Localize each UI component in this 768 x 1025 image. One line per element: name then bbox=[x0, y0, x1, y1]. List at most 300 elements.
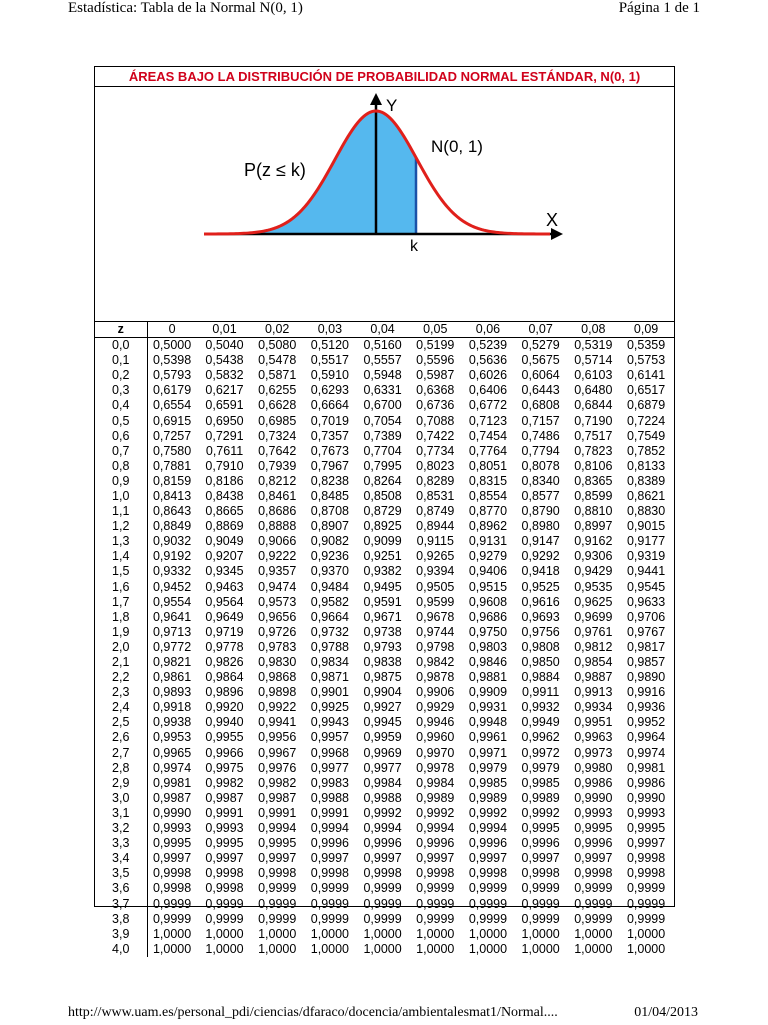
probability-cell: 1,0000 bbox=[416, 926, 455, 941]
table-body bbox=[95, 338, 674, 957]
probability-cell: 0,7642 bbox=[258, 443, 297, 458]
probability-cell: 0,9441 bbox=[626, 564, 666, 579]
probability-cell: 0,9706 bbox=[626, 609, 666, 624]
table-row bbox=[95, 866, 674, 881]
probability-cell: 0,9332 bbox=[152, 564, 192, 579]
probability-cell: 0,9998 bbox=[626, 851, 666, 866]
probability-cell: 0,9032 bbox=[152, 534, 192, 549]
probability-cell: 1,0000 bbox=[152, 941, 192, 956]
table-row bbox=[95, 504, 674, 519]
probability-cell: 0,9997 bbox=[152, 851, 192, 866]
page-header bbox=[68, 0, 700, 20]
probability-cell: 0,9999 bbox=[363, 881, 402, 896]
probability-cell: 0,9678 bbox=[416, 609, 455, 624]
probability-cell: 0,9545 bbox=[626, 579, 666, 594]
z-value-cell: 0,9 bbox=[95, 474, 147, 489]
probability-cell: 1,0000 bbox=[310, 926, 350, 941]
probability-cell: 0,9429 bbox=[574, 564, 613, 579]
probability-cell: 0,9713 bbox=[152, 624, 192, 639]
probability-cell: 0,9929 bbox=[416, 700, 455, 715]
z-value-cell: 2,7 bbox=[95, 746, 147, 761]
probability-cell: 0,7357 bbox=[310, 428, 350, 443]
probability-cell: 0,9999 bbox=[310, 911, 350, 926]
z-value-cell: 1,2 bbox=[95, 519, 147, 534]
column-header: 0,07 bbox=[516, 322, 569, 338]
probability-cell: 0,9265 bbox=[416, 549, 455, 564]
probability-cell: 0,9913 bbox=[574, 685, 613, 700]
probability-cell: 0,9719 bbox=[205, 624, 244, 639]
probability-cell: 0,9744 bbox=[416, 624, 455, 639]
table-row bbox=[95, 685, 674, 700]
probability-cell: 0,6255 bbox=[258, 383, 297, 398]
probability-cell: 0,9992 bbox=[521, 805, 560, 820]
probability-cell: 0,9846 bbox=[468, 655, 508, 670]
probability-cell: 0,6879 bbox=[626, 398, 666, 413]
probability-cell: 0,9995 bbox=[205, 836, 244, 851]
z-value-cell: 2,3 bbox=[95, 685, 147, 700]
probability-cell: 0,9838 bbox=[363, 655, 402, 670]
probability-cell: 0,9946 bbox=[416, 715, 455, 730]
probability-cell: 0,9998 bbox=[205, 866, 244, 881]
probability-cell: 0,9686 bbox=[468, 609, 508, 624]
probability-cell: 0,9821 bbox=[152, 655, 192, 670]
probability-cell: 0,9484 bbox=[310, 579, 350, 594]
probability-cell: 0,8810 bbox=[574, 504, 613, 519]
probability-cell: 0,7019 bbox=[310, 413, 350, 428]
z-value-cell: 0,5 bbox=[95, 413, 147, 428]
probability-cell: 0,9767 bbox=[626, 624, 666, 639]
probability-cell: 0,9535 bbox=[574, 579, 613, 594]
probability-cell: 0,9949 bbox=[521, 715, 560, 730]
probability-cell: 0,5753 bbox=[626, 353, 666, 368]
column-header: 0,01 bbox=[200, 322, 253, 338]
shaded-area bbox=[204, 111, 416, 234]
probability-cell: 0,9463 bbox=[205, 579, 244, 594]
probability-cell: 0,8413 bbox=[152, 488, 192, 503]
probability-cell: 0,9893 bbox=[152, 685, 192, 700]
probability-cell: 0,9756 bbox=[521, 624, 560, 639]
probability-cell: 0,9994 bbox=[468, 821, 508, 836]
probability-cell: 0,9987 bbox=[152, 790, 192, 805]
probability-cell: 0,9997 bbox=[574, 851, 613, 866]
probability-cell: 0,9904 bbox=[363, 685, 402, 700]
document-title: Estadística: Tabla de la Normal N(0, 1) bbox=[68, 0, 303, 16]
probability-cell: 0,9382 bbox=[363, 564, 402, 579]
probability-cell: 0,6700 bbox=[363, 398, 402, 413]
probability-cell: 0,9162 bbox=[574, 534, 613, 549]
curve-label: N(0, 1) bbox=[431, 137, 483, 156]
probability-cell: 0,6480 bbox=[574, 383, 613, 398]
probability-cell: 0,9999 bbox=[626, 911, 666, 926]
probability-cell: 1,0000 bbox=[363, 941, 402, 956]
probability-cell: 0,8289 bbox=[416, 473, 455, 488]
probability-cell: 0,9997 bbox=[205, 851, 244, 866]
probability-cell: 0,9981 bbox=[152, 775, 192, 790]
probability-cell: 0,7580 bbox=[152, 443, 192, 458]
probability-cell: 0,9975 bbox=[205, 760, 244, 775]
probability-cell: 0,9986 bbox=[626, 775, 666, 790]
probability-cell: 0,9996 bbox=[310, 836, 350, 851]
probability-cell: 0,5478 bbox=[258, 353, 297, 368]
probability-cell: 0,9996 bbox=[468, 836, 508, 851]
probability-cell: 1,0000 bbox=[521, 926, 560, 941]
probability-cell: 0,9938 bbox=[152, 715, 192, 730]
probability-cell: 0,8686 bbox=[258, 504, 297, 519]
z-value-cell: 3,5 bbox=[95, 866, 147, 881]
probability-cell: 0,9761 bbox=[574, 624, 613, 639]
probability-cell: 0,5000 bbox=[152, 338, 192, 353]
table-row bbox=[95, 655, 674, 670]
probability-cell: 0,9964 bbox=[626, 730, 666, 745]
page-indicator: Página 1 de 1 bbox=[618, 0, 700, 16]
probability-cell: 0,9997 bbox=[626, 836, 666, 851]
probability-cell: 0,9999 bbox=[205, 911, 244, 926]
z-value-cell: 0,1 bbox=[95, 353, 147, 368]
probability-cell: 0,9998 bbox=[310, 866, 350, 881]
probability-cell: 0,9953 bbox=[152, 730, 192, 745]
probability-cell: 0,9319 bbox=[626, 549, 666, 564]
probability-cell: 0,6217 bbox=[205, 383, 244, 398]
z-value-cell: 3,3 bbox=[95, 836, 147, 851]
probability-cell: 0,7704 bbox=[363, 443, 402, 458]
probability-cell: 0,9992 bbox=[363, 805, 402, 820]
probability-cell: 0,9960 bbox=[416, 730, 455, 745]
probability-cell: 0,8577 bbox=[521, 488, 560, 503]
probability-cell: 0,7852 bbox=[626, 443, 666, 458]
probability-cell: 0,8078 bbox=[521, 458, 560, 473]
table-row bbox=[95, 489, 674, 504]
probability-cell: 0,8365 bbox=[574, 473, 613, 488]
k-label: k bbox=[410, 238, 418, 255]
probability-cell: 0,9345 bbox=[205, 564, 244, 579]
probability-cell: 0,9936 bbox=[626, 700, 666, 715]
probability-cell: 0,9999 bbox=[205, 896, 244, 911]
probability-cell: 0,5279 bbox=[521, 338, 560, 353]
table-row bbox=[95, 429, 674, 444]
probability-cell: 0,8643 bbox=[152, 504, 192, 519]
probability-cell: 0,8997 bbox=[574, 519, 613, 534]
probability-cell: 0,9932 bbox=[521, 700, 560, 715]
probability-cell: 0,9925 bbox=[310, 700, 350, 715]
probability-cell: 0,9972 bbox=[521, 745, 560, 760]
probability-cell: 0,9830 bbox=[258, 655, 297, 670]
probability-cell: 0,5199 bbox=[416, 338, 455, 353]
probability-cell: 0,9993 bbox=[205, 821, 244, 836]
probability-cell: 0,9976 bbox=[258, 760, 297, 775]
table-row bbox=[95, 595, 674, 610]
column-header: 0,04 bbox=[358, 322, 411, 338]
table-row bbox=[95, 580, 674, 595]
probability-cell: 0,8159 bbox=[152, 473, 192, 488]
probability-cell: 0,7486 bbox=[521, 428, 560, 443]
probability-cell: 0,5871 bbox=[258, 368, 297, 383]
probability-cell: 0,9997 bbox=[521, 851, 560, 866]
probability-cell: 0,9999 bbox=[416, 896, 455, 911]
z-value-cell: 1,1 bbox=[95, 504, 147, 519]
probability-cell: 0,8665 bbox=[205, 504, 244, 519]
probability-cell: 0,8023 bbox=[416, 458, 455, 473]
table-row bbox=[95, 881, 674, 896]
table-row bbox=[95, 715, 674, 730]
probability-cell: 0,6844 bbox=[574, 398, 613, 413]
probability-cell: 0,6628 bbox=[258, 398, 297, 413]
probability-cell: 0,7611 bbox=[205, 443, 244, 458]
probability-cell: 0,8749 bbox=[416, 504, 455, 519]
probability-cell: 0,9996 bbox=[416, 836, 455, 851]
probability-cell: 0,6406 bbox=[468, 383, 508, 398]
probability-cell: 0,9961 bbox=[468, 730, 508, 745]
probability-cell: 0,7939 bbox=[258, 458, 297, 473]
probability-cell: 0,8461 bbox=[258, 488, 297, 503]
normal-curve-svg bbox=[95, 87, 674, 321]
table-row bbox=[95, 746, 674, 761]
probability-cell: 0,9934 bbox=[574, 700, 613, 715]
probability-cell: 0,7967 bbox=[310, 458, 350, 473]
probability-cell: 1,0000 bbox=[205, 941, 244, 956]
probability-cell: 0,9988 bbox=[310, 790, 350, 805]
probability-cell: 0,9887 bbox=[574, 670, 613, 685]
table-header-row bbox=[95, 322, 674, 338]
probability-cell: 0,7995 bbox=[363, 458, 402, 473]
probability-cell: 0,9641 bbox=[152, 609, 192, 624]
probability-cell: 0,5910 bbox=[310, 368, 350, 383]
probability-cell: 0,9999 bbox=[258, 881, 297, 896]
probability-cell: 0,9803 bbox=[468, 639, 508, 654]
probability-cell: 0,9999 bbox=[258, 896, 297, 911]
probability-cell: 0,9991 bbox=[310, 805, 350, 820]
probability-cell: 0,9015 bbox=[626, 519, 666, 534]
probability-cell: 0,9984 bbox=[363, 775, 402, 790]
probability-cell: 0,9279 bbox=[468, 549, 508, 564]
probability-cell: 0,9582 bbox=[310, 594, 350, 609]
probability-cell: 0,9878 bbox=[416, 670, 455, 685]
probability-cell: 0,9693 bbox=[521, 609, 560, 624]
z-value-cell: 2,9 bbox=[95, 776, 147, 791]
table-row bbox=[95, 640, 674, 655]
probability-cell: 0,9633 bbox=[626, 594, 666, 609]
probability-cell: 0,9881 bbox=[468, 670, 508, 685]
probability-cell: 0,9554 bbox=[152, 594, 192, 609]
z-value-cell: 3,4 bbox=[95, 851, 147, 866]
probability-cell: 0,9979 bbox=[468, 760, 508, 775]
probability-cell: 0,7157 bbox=[521, 413, 560, 428]
probability-cell: 0,9989 bbox=[468, 790, 508, 805]
probability-cell: 0,9940 bbox=[205, 715, 244, 730]
z-value-cell: 0,4 bbox=[95, 398, 147, 413]
z-value-cell: 3,7 bbox=[95, 896, 147, 911]
probability-cell: 0,9998 bbox=[468, 866, 508, 881]
probability-cell: 0,7389 bbox=[363, 428, 402, 443]
probability-cell: 0,9474 bbox=[258, 579, 297, 594]
probability-cell: 0,9370 bbox=[310, 564, 350, 579]
probability-cell: 0,5120 bbox=[310, 338, 350, 353]
probability-cell: 1,0000 bbox=[416, 941, 455, 956]
probability-cell: 0,9990 bbox=[626, 790, 666, 805]
probability-cell: 0,5438 bbox=[205, 353, 244, 368]
probability-cell: 0,9857 bbox=[626, 655, 666, 670]
probability-cell: 0,9788 bbox=[310, 639, 350, 654]
probability-cell: 0,9783 bbox=[258, 639, 297, 654]
probability-cell: 0,9808 bbox=[521, 639, 560, 654]
probability-cell: 0,7324 bbox=[258, 428, 297, 443]
probability-cell: 0,9394 bbox=[416, 564, 455, 579]
probability-cell: 0,9599 bbox=[416, 594, 455, 609]
probability-cell: 0,9941 bbox=[258, 715, 297, 730]
probability-cell: 0,9671 bbox=[363, 609, 402, 624]
probability-cell: 0,9993 bbox=[574, 805, 613, 820]
probability-cell: 0,9979 bbox=[521, 760, 560, 775]
probability-cell: 0,9999 bbox=[468, 881, 508, 896]
probability-cell: 0,9992 bbox=[468, 805, 508, 820]
column-header: 0,03 bbox=[305, 322, 358, 338]
probability-cell: 0,9999 bbox=[310, 881, 350, 896]
z-value-cell: 2,5 bbox=[95, 715, 147, 730]
probability-cell: 0,9192 bbox=[152, 549, 192, 564]
probability-cell: 0,9966 bbox=[205, 745, 244, 760]
z-value-cell: 1,0 bbox=[95, 489, 147, 504]
probability-cell: 1,0000 bbox=[258, 941, 297, 956]
probability-cell: 0,9989 bbox=[521, 790, 560, 805]
probability-cell: 0,9616 bbox=[521, 594, 560, 609]
probability-cell: 0,7764 bbox=[468, 443, 508, 458]
probability-cell: 0,9222 bbox=[258, 549, 297, 564]
probability-cell: 0,8238 bbox=[310, 473, 350, 488]
probability-cell: 0,9977 bbox=[310, 760, 350, 775]
probability-cell: 0,9998 bbox=[258, 866, 297, 881]
probability-cell: 0,9990 bbox=[152, 805, 192, 820]
z-value-cell: 2,6 bbox=[95, 730, 147, 745]
probability-cell: 0,9656 bbox=[258, 609, 297, 624]
table-row bbox=[95, 700, 674, 715]
probability-cell: 0,5319 bbox=[574, 338, 613, 353]
probability-cell: 0,6808 bbox=[521, 398, 560, 413]
probability-cell: 0,9927 bbox=[363, 700, 402, 715]
z-value-cell: 0,6 bbox=[95, 429, 147, 444]
column-header: 0,05 bbox=[410, 322, 463, 338]
table-row bbox=[95, 896, 674, 911]
probability-cell: 0,9699 bbox=[574, 609, 613, 624]
probability-cell: 0,9999 bbox=[521, 881, 560, 896]
probability-cell: 0,9993 bbox=[626, 805, 666, 820]
probability-cell: 1,0000 bbox=[363, 926, 402, 941]
probability-cell: 0,5557 bbox=[363, 353, 402, 368]
z-value-cell: 0,8 bbox=[95, 459, 147, 474]
probability-cell: 0,9573 bbox=[258, 594, 297, 609]
probability-cell: 0,5832 bbox=[205, 368, 244, 383]
probability-cell: 0,9985 bbox=[521, 775, 560, 790]
probability-cell: 0,9999 bbox=[574, 896, 613, 911]
z-value-cell: 1,8 bbox=[95, 610, 147, 625]
probability-cell: 0,8980 bbox=[521, 519, 560, 534]
probability-cell: 0,7257 bbox=[152, 428, 192, 443]
probability-cell: 0,9996 bbox=[363, 836, 402, 851]
probability-cell: 0,9909 bbox=[468, 685, 508, 700]
probability-cell: 1,0000 bbox=[258, 926, 297, 941]
probability-cell: 0,9985 bbox=[468, 775, 508, 790]
probability-cell: 0,7054 bbox=[363, 413, 402, 428]
probability-cell: 0,9896 bbox=[205, 685, 244, 700]
column-header: 0,08 bbox=[569, 322, 622, 338]
area-label: P(z ≤ k) bbox=[244, 160, 306, 180]
probability-cell: 0,9834 bbox=[310, 655, 350, 670]
probability-cell: 0,9664 bbox=[310, 609, 350, 624]
probability-cell: 0,6772 bbox=[468, 398, 508, 413]
probability-cell: 0,9826 bbox=[205, 655, 244, 670]
table-row bbox=[95, 444, 674, 459]
table-row bbox=[95, 851, 674, 866]
probability-cell: 0,7224 bbox=[626, 413, 666, 428]
probability-cell: 0,9994 bbox=[258, 821, 297, 836]
probability-cell: 0,9996 bbox=[574, 836, 613, 851]
z-value-cell: 0,7 bbox=[95, 444, 147, 459]
probability-cell: 1,0000 bbox=[468, 926, 508, 941]
probability-cell: 0,9875 bbox=[363, 670, 402, 685]
probability-cell: 0,7291 bbox=[205, 428, 244, 443]
probability-cell: 0,5987 bbox=[416, 368, 455, 383]
probability-cell: 0,8907 bbox=[310, 519, 350, 534]
probability-cell: 0,9991 bbox=[205, 805, 244, 820]
probability-cell: 0,9922 bbox=[258, 700, 297, 715]
table-row bbox=[95, 761, 674, 776]
z-value-cell: 3,2 bbox=[95, 821, 147, 836]
probability-cell: 0,5793 bbox=[152, 368, 192, 383]
probability-cell: 0,6985 bbox=[258, 413, 297, 428]
probability-cell: 1,0000 bbox=[626, 926, 666, 941]
probability-cell: 0,9931 bbox=[468, 700, 508, 715]
probability-cell: 0,5596 bbox=[416, 353, 455, 368]
table-row bbox=[95, 398, 674, 413]
table-row bbox=[95, 927, 674, 942]
probability-cell: 0,9505 bbox=[416, 579, 455, 594]
probability-cell: 0,9649 bbox=[205, 609, 244, 624]
z-value-cell: 1,3 bbox=[95, 534, 147, 549]
probability-cell: 0,9793 bbox=[363, 639, 402, 654]
probability-cell: 0,9998 bbox=[626, 866, 666, 881]
z-value-cell: 4,0 bbox=[95, 942, 147, 957]
z-value-cell: 1,7 bbox=[95, 595, 147, 610]
probability-cell: 0,6141 bbox=[626, 368, 666, 383]
probability-cell: 0,9998 bbox=[152, 881, 192, 896]
table-row bbox=[95, 413, 674, 428]
probability-cell: 0,8849 bbox=[152, 519, 192, 534]
probability-cell: 0,9987 bbox=[205, 790, 244, 805]
page-footer bbox=[68, 1005, 698, 1025]
probability-cell: 0,9995 bbox=[574, 821, 613, 836]
probability-cell: 0,7422 bbox=[416, 428, 455, 443]
probability-cell: 0,9977 bbox=[363, 760, 402, 775]
probability-cell: 0,9842 bbox=[416, 655, 455, 670]
probability-cell: 0,9864 bbox=[205, 670, 244, 685]
probability-cell: 0,9995 bbox=[521, 821, 560, 836]
probability-cell: 0,9998 bbox=[205, 881, 244, 896]
probability-cell: 0,9901 bbox=[310, 685, 350, 700]
probability-cell: 0,9996 bbox=[521, 836, 560, 851]
probability-cell: 0,7549 bbox=[626, 428, 666, 443]
probability-cell: 0,9564 bbox=[205, 594, 244, 609]
probability-cell: 0,7910 bbox=[205, 458, 244, 473]
probability-cell: 0,5517 bbox=[310, 353, 350, 368]
probability-cell: 0,9993 bbox=[152, 821, 192, 836]
probability-cell: 0,9948 bbox=[468, 715, 508, 730]
table-row bbox=[95, 776, 674, 791]
probability-cell: 0,9962 bbox=[521, 730, 560, 745]
probability-cell: 0,6915 bbox=[152, 413, 192, 428]
probability-cell: 1,0000 bbox=[574, 941, 613, 956]
probability-cell: 0,8621 bbox=[626, 488, 666, 503]
probability-cell: 0,9999 bbox=[574, 881, 613, 896]
z-value-cell: 0,3 bbox=[95, 383, 147, 398]
probability-cell: 0,9207 bbox=[205, 549, 244, 564]
